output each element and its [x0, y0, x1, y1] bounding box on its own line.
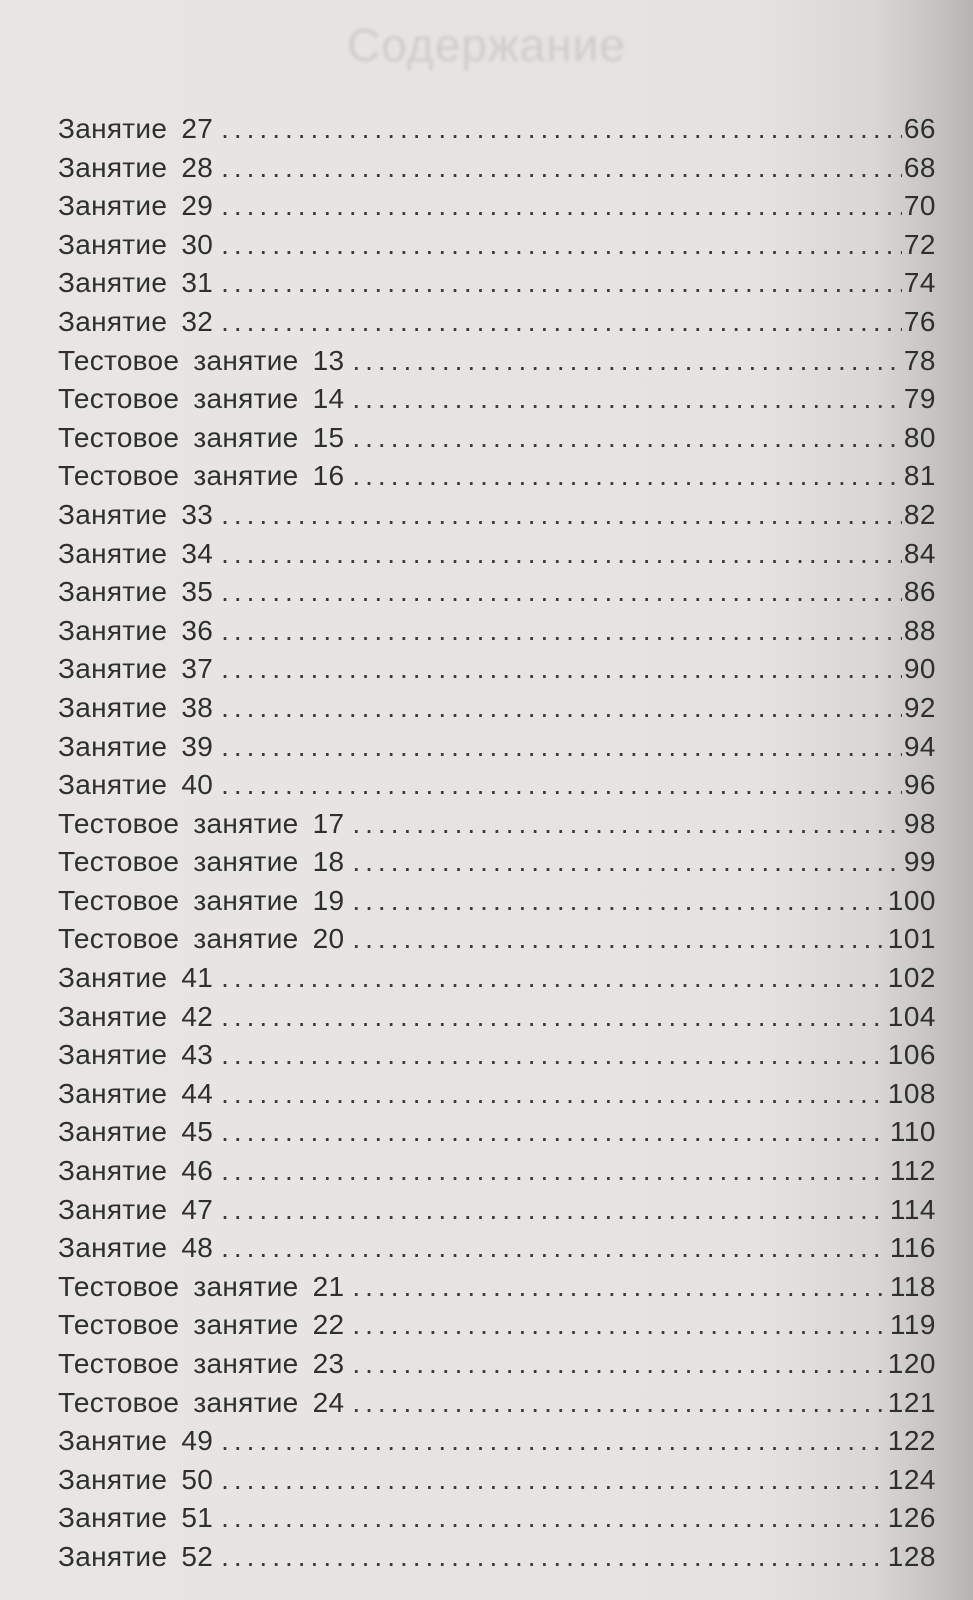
toc-entry-page-number: 102: [887, 962, 936, 994]
toc-entry-page-number: 110: [889, 1116, 936, 1148]
toc-entry-label: Занятие 40: [58, 769, 214, 801]
toc-entry-page-number: 94: [903, 730, 936, 762]
toc-entry: [58, 959, 936, 998]
toc-entry-label: Занятие 46: [58, 1155, 214, 1187]
toc-entry-label: Тестовое занятие 14: [58, 383, 345, 415]
toc-entry-label: Занятие 52: [58, 1540, 214, 1572]
toc-entry-page-number: 126: [887, 1502, 936, 1534]
toc-entry: [58, 1152, 936, 1191]
toc-entry: [58, 1191, 936, 1230]
toc-entry-page-number: 120: [887, 1348, 936, 1379]
toc-entry-page-number: 92: [903, 691, 936, 723]
dot-leader: [221, 1422, 886, 1461]
toc-entry-page-number: 78: [903, 344, 936, 376]
dot-leader: [221, 1113, 888, 1152]
toc-entry: [58, 1461, 936, 1500]
toc-entry: [58, 920, 936, 959]
toc-entry-label: Занятие 29: [58, 190, 214, 222]
toc-entry: [58, 226, 936, 265]
toc-entry-label: Тестовое занятие 19: [58, 884, 345, 916]
toc-entry-label: Занятие 48: [58, 1232, 214, 1264]
toc-entry-label: Занятие 32: [58, 305, 214, 337]
toc-entry: [58, 457, 936, 496]
toc-entry-page-number: 84: [903, 537, 936, 569]
toc-entry-label: Тестовое занятие 20: [58, 923, 345, 955]
dot-leader: [221, 303, 902, 342]
toc-entry: [58, 998, 936, 1037]
dot-leader: [221, 1075, 886, 1114]
toc-entry-label: Занятие 27: [58, 113, 214, 144]
toc-entry-page-number: 112: [889, 1155, 936, 1187]
toc-entry-label: Занятие 45: [58, 1116, 214, 1148]
toc-entry: [58, 1306, 936, 1345]
dot-leader: [221, 1229, 888, 1268]
toc-entry-label: Занятие 38: [58, 691, 214, 723]
dot-leader: [221, 1461, 886, 1500]
toc-entry-page-number: 82: [903, 498, 936, 530]
dot-leader: [352, 380, 901, 419]
toc-entry-page-number: 104: [887, 1000, 936, 1032]
dot-leader: [221, 728, 902, 767]
toc-entry-page-number: 98: [903, 807, 936, 839]
dot-leader: [221, 612, 902, 651]
toc-entry: [58, 843, 936, 882]
toc-entry: [58, 303, 936, 342]
toc-entry: [58, 573, 936, 612]
toc-entry-label: Тестовое занятие 24: [58, 1386, 345, 1418]
toc-entry: [58, 110, 936, 149]
toc-entry: [58, 496, 936, 535]
toc-entry: [58, 380, 936, 419]
toc-entry-label: Занятие 42: [58, 1000, 214, 1032]
toc-entry: [58, 728, 936, 767]
toc-entry: [58, 612, 936, 651]
dot-leader: [221, 998, 886, 1037]
toc-entry: [58, 1036, 936, 1075]
toc-entry: [58, 689, 936, 728]
dot-leader: [221, 1538, 886, 1577]
dot-leader: [221, 1036, 886, 1075]
dot-leader: [221, 110, 902, 149]
dot-leader: [352, 805, 901, 844]
dot-leader: [221, 650, 902, 689]
toc-entry-page-number: 90: [903, 653, 936, 685]
toc-entry-label: Занятие 43: [58, 1039, 214, 1071]
toc-entry: [58, 1538, 936, 1577]
toc-entry-page-number: 66: [903, 113, 936, 144]
page-title: Содержание: [347, 19, 626, 71]
toc-entry: [58, 1268, 936, 1307]
dot-leader: [352, 843, 901, 882]
dot-leader: [221, 496, 902, 535]
toc-entry-page-number: 70: [903, 190, 936, 222]
dot-leader: [221, 1191, 888, 1230]
toc-entry-page-number: 108: [887, 1077, 936, 1109]
dot-leader: [221, 1499, 886, 1538]
toc-entry-page-number: 118: [889, 1270, 936, 1302]
toc-entry: [58, 1113, 936, 1152]
toc-entry-label: Занятие 44: [58, 1077, 214, 1109]
toc-entry-page-number: 106: [887, 1039, 936, 1071]
toc-entry-label: Занятие 36: [58, 614, 214, 646]
toc-entry-label: Тестовое занятие 21: [58, 1270, 345, 1302]
toc-entry: [58, 1345, 936, 1384]
dot-leader: [221, 264, 902, 303]
dot-leader: [352, 342, 901, 381]
toc-entry-label: Тестовое занятие 18: [58, 846, 345, 878]
toc-entry-label: Занятие 39: [58, 730, 214, 762]
dot-leader: [352, 1384, 885, 1423]
dot-leader: [352, 882, 885, 921]
dot-leader: [221, 573, 902, 612]
toc-entry-page-number: 80: [903, 421, 936, 453]
toc-entry-label: Тестовое занятие 13: [58, 344, 345, 376]
dot-leader: [221, 1152, 888, 1191]
toc-entry: [58, 1229, 936, 1268]
dot-leader: [221, 226, 902, 265]
toc-entry-label: Занятие 49: [58, 1425, 214, 1457]
toc-entry: [58, 149, 936, 188]
toc-entry-label: Тестовое занятие 22: [58, 1309, 345, 1341]
toc-entry-page-number: 96: [903, 769, 936, 801]
toc-entry-page-number: 122: [887, 1425, 936, 1457]
toc-entry-page-number: 79: [903, 383, 936, 415]
toc-entry: [58, 342, 936, 381]
table-of-contents: [58, 110, 936, 1577]
toc-entry-page-number: 74: [903, 267, 936, 299]
toc-entry: [58, 535, 936, 574]
toc-entry-label: Тестовое занятие 16: [58, 460, 345, 492]
dot-leader: [221, 149, 902, 188]
toc-entry: [58, 264, 936, 303]
toc-entry: [58, 766, 936, 805]
toc-entry-label: Занятие 34: [58, 537, 214, 569]
toc-entry-page-number: 119: [889, 1309, 936, 1341]
toc-entry-page-number: 116: [889, 1232, 936, 1264]
dot-leader: [352, 1306, 887, 1345]
toc-entry-page-number: 99: [903, 846, 936, 878]
toc-entry-page-number: 128: [887, 1540, 936, 1572]
toc-entry-page-number: 124: [887, 1463, 936, 1495]
toc-entry-label: Занятие 37: [58, 653, 214, 685]
toc-entry: [58, 1075, 936, 1114]
toc-entry-page-number: 86: [903, 576, 936, 608]
toc-entry-page-number: 72: [903, 228, 936, 260]
toc-entry: [58, 419, 936, 458]
toc-entry: [58, 650, 936, 689]
toc-entry-label: Тестовое занятие 23: [58, 1348, 345, 1379]
dot-leader: [221, 959, 886, 998]
dot-leader: [221, 187, 902, 226]
toc-entry-label: Занятие 33: [58, 498, 214, 530]
dot-leader: [221, 689, 902, 728]
dot-leader: [352, 457, 901, 496]
toc-entry-label: Занятие 35: [58, 576, 214, 608]
toc-entry: [58, 187, 936, 226]
toc-entry-label: Занятие 41: [58, 962, 214, 994]
dot-leader: [352, 920, 885, 959]
toc-entry-page-number: 88: [903, 614, 936, 646]
toc-entry: [58, 1499, 936, 1538]
dot-leader: [352, 1345, 885, 1384]
toc-entry-label: Занятие 51: [58, 1502, 214, 1534]
toc-entry-label: Занятие 47: [58, 1193, 214, 1225]
toc-entry: [58, 805, 936, 844]
dot-leader: [352, 419, 901, 458]
dot-leader: [221, 766, 902, 805]
toc-entry-label: Занятие 28: [58, 151, 214, 183]
toc-entry-label: Тестовое занятие 17: [58, 807, 345, 839]
toc-entry-label: Занятие 31: [58, 267, 214, 299]
toc-entry-page-number: 100: [887, 884, 936, 916]
toc-entry-label: Занятие 50: [58, 1463, 214, 1495]
toc-entry: [58, 1422, 936, 1461]
toc-entry-page-number: 121: [887, 1386, 936, 1418]
toc-entry: [58, 882, 936, 921]
toc-entry-label: Тестовое занятие 15: [58, 421, 345, 453]
toc-entry-label: Занятие 30: [58, 228, 214, 260]
dot-leader: [221, 535, 902, 574]
toc-entry-page-number: 114: [889, 1193, 936, 1225]
toc-entry: [58, 1384, 936, 1423]
toc-entry-page-number: 68: [903, 151, 936, 183]
dot-leader: [352, 1268, 887, 1307]
toc-entry-page-number: 76: [903, 305, 936, 337]
toc-entry-page-number: 101: [887, 923, 936, 955]
toc-entry-page-number: 81: [903, 460, 936, 492]
